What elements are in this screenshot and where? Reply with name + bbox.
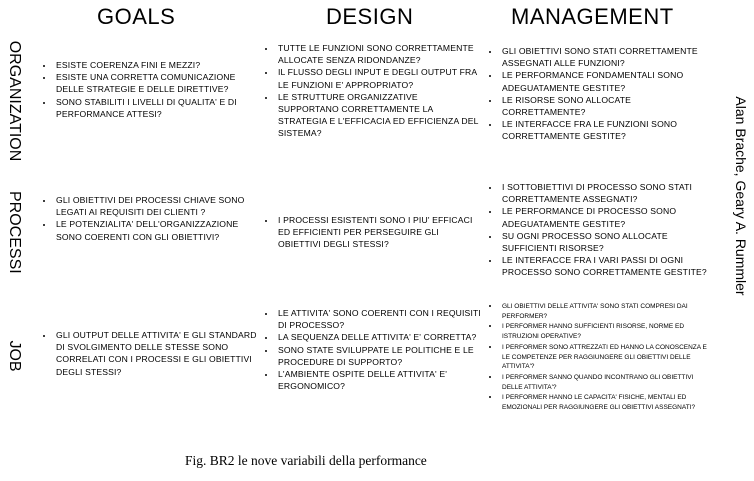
column-header-management: MANAGEMENT [511,4,674,29]
list-item: • LE INTERFACCE FRA LE FUNZIONI SONO CORRETTAMENTE GESTITE? [500,118,710,142]
list-item: • LE PERFORMANCE DI PROCESSO SONO ADEGUATAMENTE GESTITE? [500,205,715,229]
cell-processi-management [480,181,715,279]
list-item: • I SOTTOBIETTIVI DI PROCESSO SONO STATI CORRETTAMENTE ASSEGNATI? [500,181,715,205]
list-item: • I PERFORMER SONO ATTREZZATI ED HANNO LA CONOSCENZA E LE COMPETENZE PER RAGGIUNGERE GLI OBIETTIVI DELLE ATTIVITA'? [500,342,712,372]
row-header-organization: ORGANIZATION [6,40,23,162]
cell-organization-goals [34,59,264,120]
row-header-processi: PROCESSI [6,191,23,274]
list-item: • LE STRUTTURE ORGANIZZATIVE SUPPORTANO CORRETTAMENTE LA STRATEGIA E L'EFFICACIA ED EFFICIENZA DEL SISTEMA? [276,91,481,140]
cell-job-management [482,301,712,413]
cell-organization-design [256,42,481,140]
list-item: • I PERFORMER SANNO QUANDO INCONTRANO GLI OBIETTIVI DELLE ATTIVITA'? [500,372,712,392]
column-header-design: DESIGN [326,4,414,29]
list-item: • LE POTENZIALITA' DELL'ORGANIZZAZIONE SONO COERENTI CON GLI OBIETTIVI? [54,218,264,242]
column-header-goals: GOALS [97,4,176,29]
list-item: • TUTTE LE FUNZIONI SONO CORRETTAMENTE ALLOCATE SENZA RIDONDANZE? [276,42,481,66]
list-item: • ESISTE UNA CORRETTA COMUNICAZIONE DELLE STRATEGIE E DELLE DIRETTIVE? [54,71,264,95]
row-header-job: JOB [6,340,23,372]
cell-job-design [256,307,486,392]
list-item: • ESISTE COERENZA FINI E MEZZI? [54,59,264,71]
list-item: • I PERFORMER HANNO LE CAPACITA' FISICHE, MENTALI ED EMOZIONALI PER RAGGIUNGERE GLI OBIETTIVI ASSEGNATI? [500,392,712,412]
list-item: • LE INTERFACCE FRA I VARI PASSI DI OGNI PROCESSO SONO CORRETTAMENTE GESTITE? [500,254,715,278]
list-item: • GLI OBIETTIVI DEI PROCESSI CHIAVE SONO LEGATI AI REQUISITI DEI CLIENTI ? [54,194,264,218]
cell-job-goals [34,329,264,378]
list-item: • GLI OBIETTIVI DELLE ATTIVITA' SONO STATI COMPRESI DAI PERFORMER? [500,301,712,321]
list-item: • SONO STATE SVILUPPATE LE POLITICHE E LE PROCEDURE DI SUPPORTO? [276,344,486,368]
figure-caption: Fig. BR2 le nove variabili della performance [185,453,427,468]
list-item: • I PROCESSI ESISTENTI SONO I PIU' EFFICACI ED EFFICIENTI PER PERSEGUIRE GLI OBIETTIVI DEGLI STESSI? [276,214,481,251]
list-item: • LE RISORSE SONO ALLOCATE CORRETTAMENTE? [500,94,710,118]
cell-processi-design [256,214,481,251]
list-item: • LE PERFORMANCE FONDAMENTALI SONO ADEGUATAMENTE GESTITE? [500,69,710,93]
list-item: • I PERFORMER HANNO SUFFICIENTI RISORSE, NORME ED ISTRUZIONI OPERATIVE? [500,321,712,341]
list-item: • GLI OBIETTIVI SONO STATI CORRETTAMENTE ASSEGNATI ALLE FUNZIONI? [500,45,710,69]
list-item: • GLI OUTPUT DELLE ATTIVITA' E GLI STANDARD DI SVOLGIMENTO DELLE STESSE SONO CORRELATI CON I PROCESSI E GLI OBIETTIVI DEGLI STESSI? [54,329,264,378]
list-item: • L'AMBIENTE OSPITE DELLE ATTIVITA' E' ERGONOMICO? [276,368,486,392]
list-item: • SONO STABILITI I LIVELLI DI QUALITA' E DI PERFORMANCE ATTESI? [54,96,264,120]
list-item: • SU OGNI PROCESSO SONO ALLOCATE SUFFICIENTI RISORSE? [500,230,715,254]
list-item: • LA SEQUENZA DELLE ATTIVITA' E' CORRETTA? [276,331,486,343]
cell-processi-goals [34,194,264,243]
list-item: • LE ATTIVITA' SONO COERENTI CON I REQUISITI DI PROCESSO? [276,307,486,331]
author-credit: Alan Brache, Geary A. Rummler [733,96,749,296]
cell-organization-management [480,45,710,143]
list-item: • IL FLUSSO DEGLI INPUT E DEGLI OUTPUT FRA LE FUNZIONI E' APPROPRIATO? [276,66,481,90]
